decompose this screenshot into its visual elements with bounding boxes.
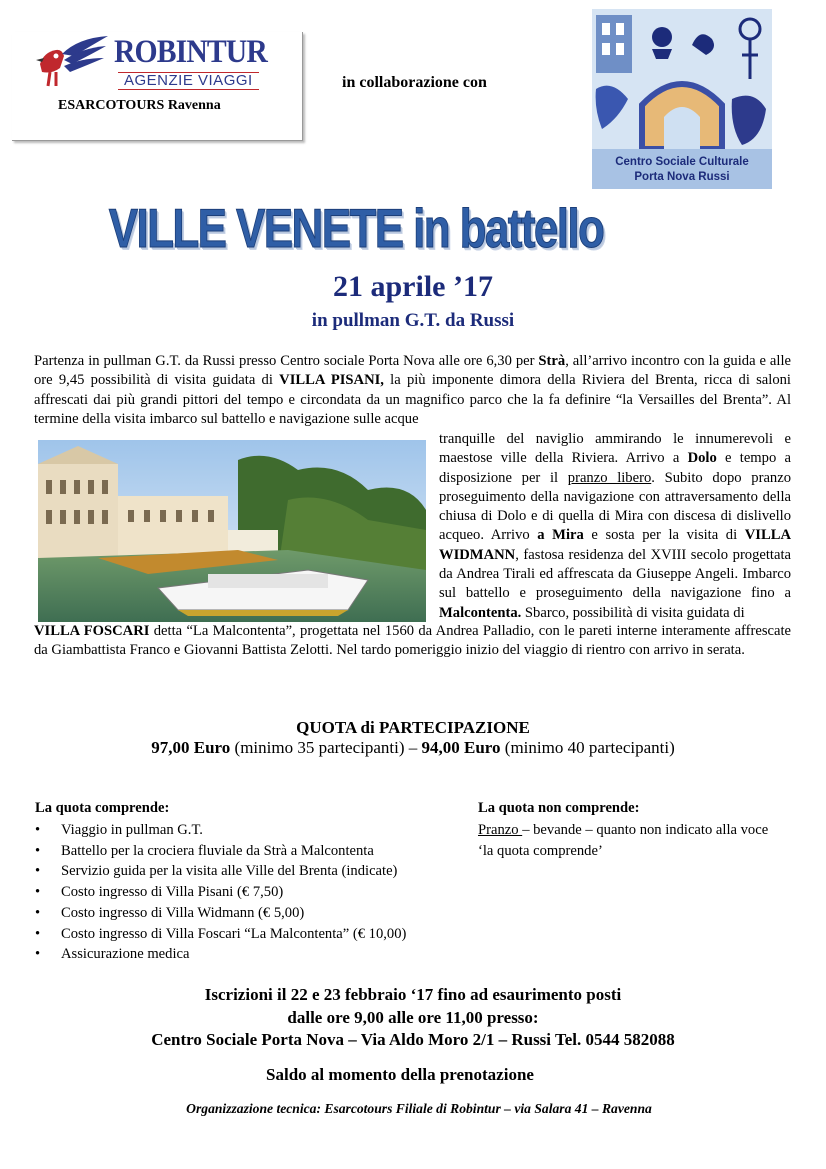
page-title: VILLE VENETE in battello <box>108 197 604 259</box>
registration-place: Centro Sociale Porta Nova – Via Aldo Moro 2/1 – Russi Tel. 0544 582088 <box>151 1030 675 1049</box>
partner-logo <box>592 9 772 189</box>
partner-line-2: Porta Nova Russi <box>634 171 730 183</box>
villa-boat-photo <box>38 440 426 622</box>
agency-name: ESARCOTOURS Ravenna <box>58 98 221 113</box>
event-date: 21 aprile ’17 <box>333 270 493 303</box>
includes-list <box>35 820 406 965</box>
list-item: • Servizio guida per la visita alle Ville del Brenta (indicate) <box>35 861 406 882</box>
list-item: • Costo ingresso di Villa Foscari “La Malcontenta” (€ 10,00) <box>35 924 406 945</box>
excludes-text: Pranzo – bevande – quanto non indicato alla voce ‘la quota comprende’ <box>478 822 769 859</box>
registration-hours: dalle ore 9,00 alle ore 11,00 presso: <box>287 1008 539 1027</box>
paragraph-foscari: VILLA FOSCARI detta “La Malcontenta”, progettata nel 1560 da Andrea Palladio, con le pareti interne interamente affrescate da Giambattista Franco e Giovanni Battista Zelotti. Nel tardo pomeriggio inizio del viaggio di rientro con arrivo in serata. <box>34 623 792 659</box>
list-item: • Battello per la crociera fluviale da Strà a Malcontenta <box>35 841 406 862</box>
robintur-bird-logo <box>34 34 110 92</box>
paragraph-navigation: tranquille del naviglio ammirando le innumerevoli e maestose ville della Riviera. Arrivo a Dolo e tempo a disposizione per il pranzo libero. Subito dopo pranzo proseguimento della navigazione con attraversamento della chiusa di Dolo e di quella di Mira con discesa di dislivello acqueo. Arrivo a Mira e sosta per la visita di VILLA WIDMANN, fastosa residenza del XVIII secolo progettata da Andrea Tirali ed affrescata da Giuseppe Angeli. Imbarco sul battello e proseguimento della navigazione fino a Malcontenta. Sbarco, possibilità di visita guidata di <box>439 431 791 621</box>
list-item: • Costo ingresso di Villa Pisani (€ 7,50) <box>35 882 406 903</box>
quota-title: QUOTA di PARTECIPAZIONE <box>296 718 530 737</box>
list-item: • Assicurazione medica <box>35 944 406 965</box>
includes-heading: La quota comprende: <box>35 800 170 816</box>
registration-dates: Iscrizioni il 22 e 23 febbraio ‘17 fino ad esaurimento posti <box>204 985 622 1004</box>
paragraph-intro: Partenza in pullman G.T. da Russi presso Centro sociale Porta Nova alle ore 6,30 per Strà, all’arrivo incontro con la guida e alle ore 9,45 possibilità di visita guidata di VILLA PISANI, la più imponente dimora della Riviera del Brenta, ricca di saloni affrescati dai più grandi pittori del tempo e circondata da un magnifico parco che la fa definire “la Versailles del Brenta”. Al termine della visita imbarco sul battello e navigazione sulle acque <box>34 353 792 427</box>
list-item: • Costo ingresso di Villa Widmann (€ 5,00) <box>35 903 406 924</box>
list-item: • Viaggio in pullman G.T. <box>35 820 406 841</box>
partner-line-1: Centro Sociale Culturale <box>615 156 749 168</box>
partner-caption <box>592 155 772 185</box>
organizer-footer: Organizzazione tecnica: Esarcotours Filiale di Robintur – via Salara 41 – Ravenna <box>186 1101 652 1116</box>
excludes-heading: La quota non comprende: <box>478 800 640 816</box>
quota-prices: 97,00 Euro (minimo 35 partecipanti) – 94,00 Euro (minimo 40 partecipanti) <box>151 738 675 757</box>
collaboration-label: in collaborazione con <box>342 74 487 91</box>
logo-subtitle: AGENZIE VIAGGI <box>118 72 259 90</box>
logo-wordmark: ROBINTUR <box>114 34 267 70</box>
payment-note: Saldo al momento della prenotazione <box>266 1065 534 1084</box>
event-subtitle: in pullman G.T. da Russi <box>311 310 515 331</box>
